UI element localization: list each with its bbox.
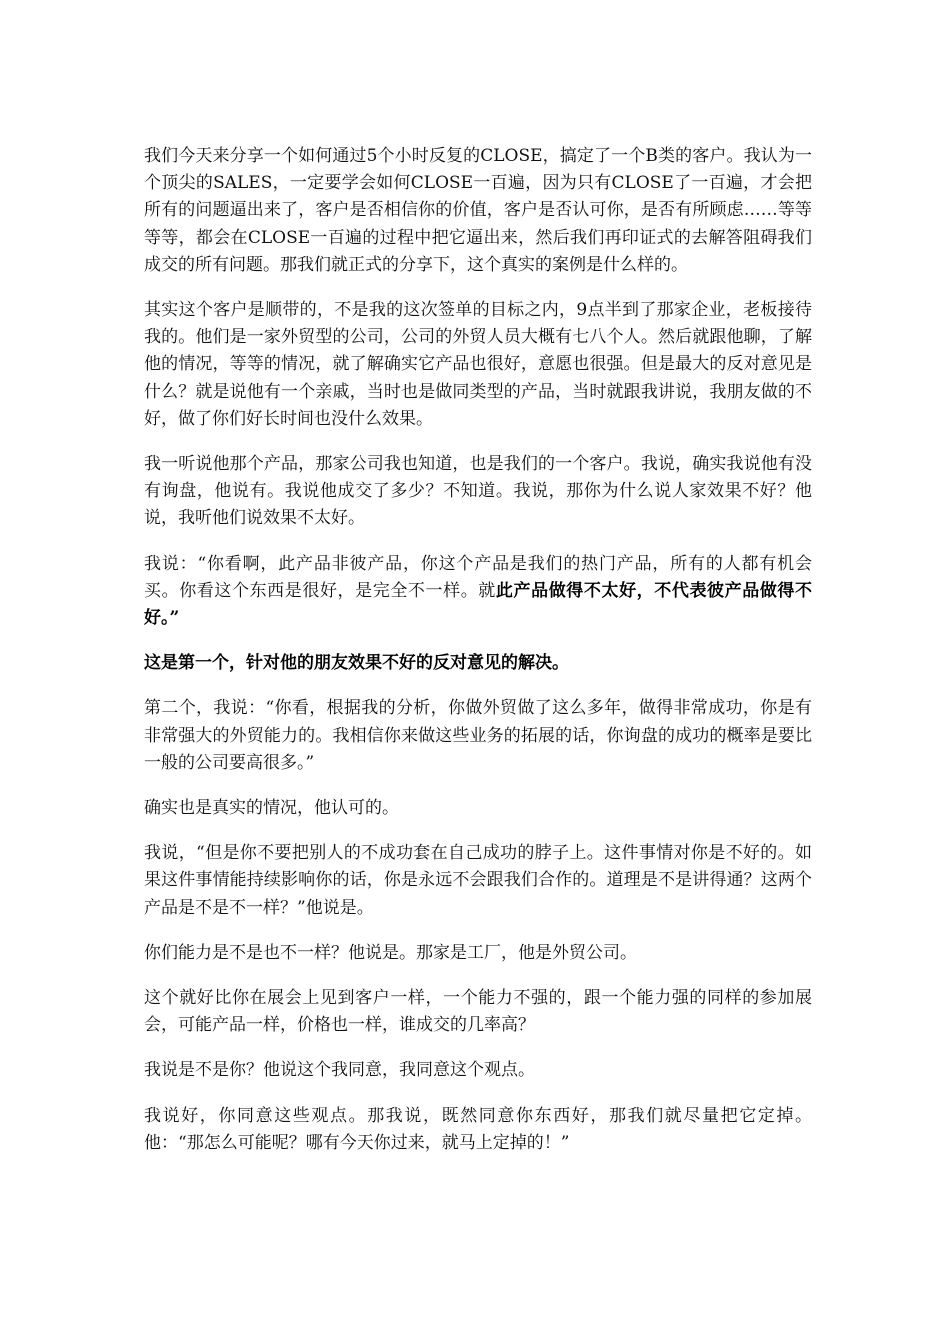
paragraph-product-difference-emphasis: 此产品做得不太好，不代表彼产品做得不好。” (144, 580, 813, 629)
document-page (144, 143, 812, 1175)
paragraph-second-point: 第二个，我说：“你看，根据我的分析，你做外贸做了这么多年，做得非常成功，你是有非常强大的外贸能力的。我相信你来做这些业务的拓展的话，你询盘的成功的概率是要比一般的公司要高很多。” (144, 698, 812, 773)
paragraph-close-attempt: 我说好，你同意这些观点。那我说，既然同意你东西好，那我们就尽量把它定掉。他：“那怎么可能呢？哪有今天你过来，就马上定掉的！” (144, 1105, 812, 1153)
paragraph-first-objection-summary: 这是第一个，针对他的朋友效果不好的反对意见的解决。 (144, 653, 569, 674)
paragraph-customer-agrees: 确实也是真实的情况，他认可的。 (144, 798, 399, 819)
paragraph-ability-different: 你们能力是不是也不一样？他说是。那家是工厂，他是外贸公司。 (144, 942, 637, 963)
paragraph-dont-compare: 我说，“但是你不要把别人的不成功套在自己成功的脖子上。这件事情对你是不好的。如果这件事情能持续影响你的话，你是永远不会跟我们合作的。道理是不是讲得通？这两个产品是不是不一样？”他说是。 (144, 843, 812, 918)
paragraph-trade-show-analogy: 这个就好比你在展会上见到客户一样，一个能力不强的，跟一个能力强的同样的参加展会，可能产品一样，价格也一样，谁成交的几率高？ (144, 988, 812, 1036)
paragraph-customer-background: 其实这个客户是顺带的，不是我的这次签单的目标之内，9点半到了那家企业，老板接待我的。他们是一家外贸型的公司，公司的外贸人员大概有七八个人。然后就跟他聊，了解他的情况，等等的情况，就了解确实它产品也很好，意愿也很强。但是最大的反对意见是什么？就是说他有一个亲戚，当时也是做同类型的产品，当时就跟我讲说，我朋友做的不好，做了你们好长时间也没什么效果。 (144, 300, 812, 429)
paragraph-product-difference (144, 551, 812, 633)
paragraph-agreement: 我说是不是你？他说这个我同意，我同意这个观点。 (144, 1060, 535, 1081)
paragraph-friend-product: 我一听说他那个产品，那家公司我也知道，也是我们的一个客户。我说，确实我说他有没有询盘，他说有。我说他成交了多少？不知道。我说，那你为什么说人家效果不好？他说，我听他们说效果不太好。 (144, 454, 812, 529)
paragraph-product-difference-text: 我说：“你看啊，此产品非彼产品，你这个产品是我们的热门产品，所有的人都有机会买。你看这个东西是很好，是完全不一样。就 (144, 553, 812, 601)
paragraph-intro: 我们今天来分享一个如何通过5个小时反复的CLOSE，搞定了一个B类的客户。我认为一个顶尖的SALES，一定要学会如何CLOSE一百遍，因为只有CLOSE了一百遍，才会把所有的问题逼出来了，客户是否相信你的价值，客户是否认可你，是否有所顾虑……等等等等，都会在CLOSE一百遍的过程中把它逼出来，然后我们再印证式的去解答阻碍我们成交的所有问题。那我们就正式的分享下，这个真实的案例是什么样的。 (144, 146, 812, 275)
